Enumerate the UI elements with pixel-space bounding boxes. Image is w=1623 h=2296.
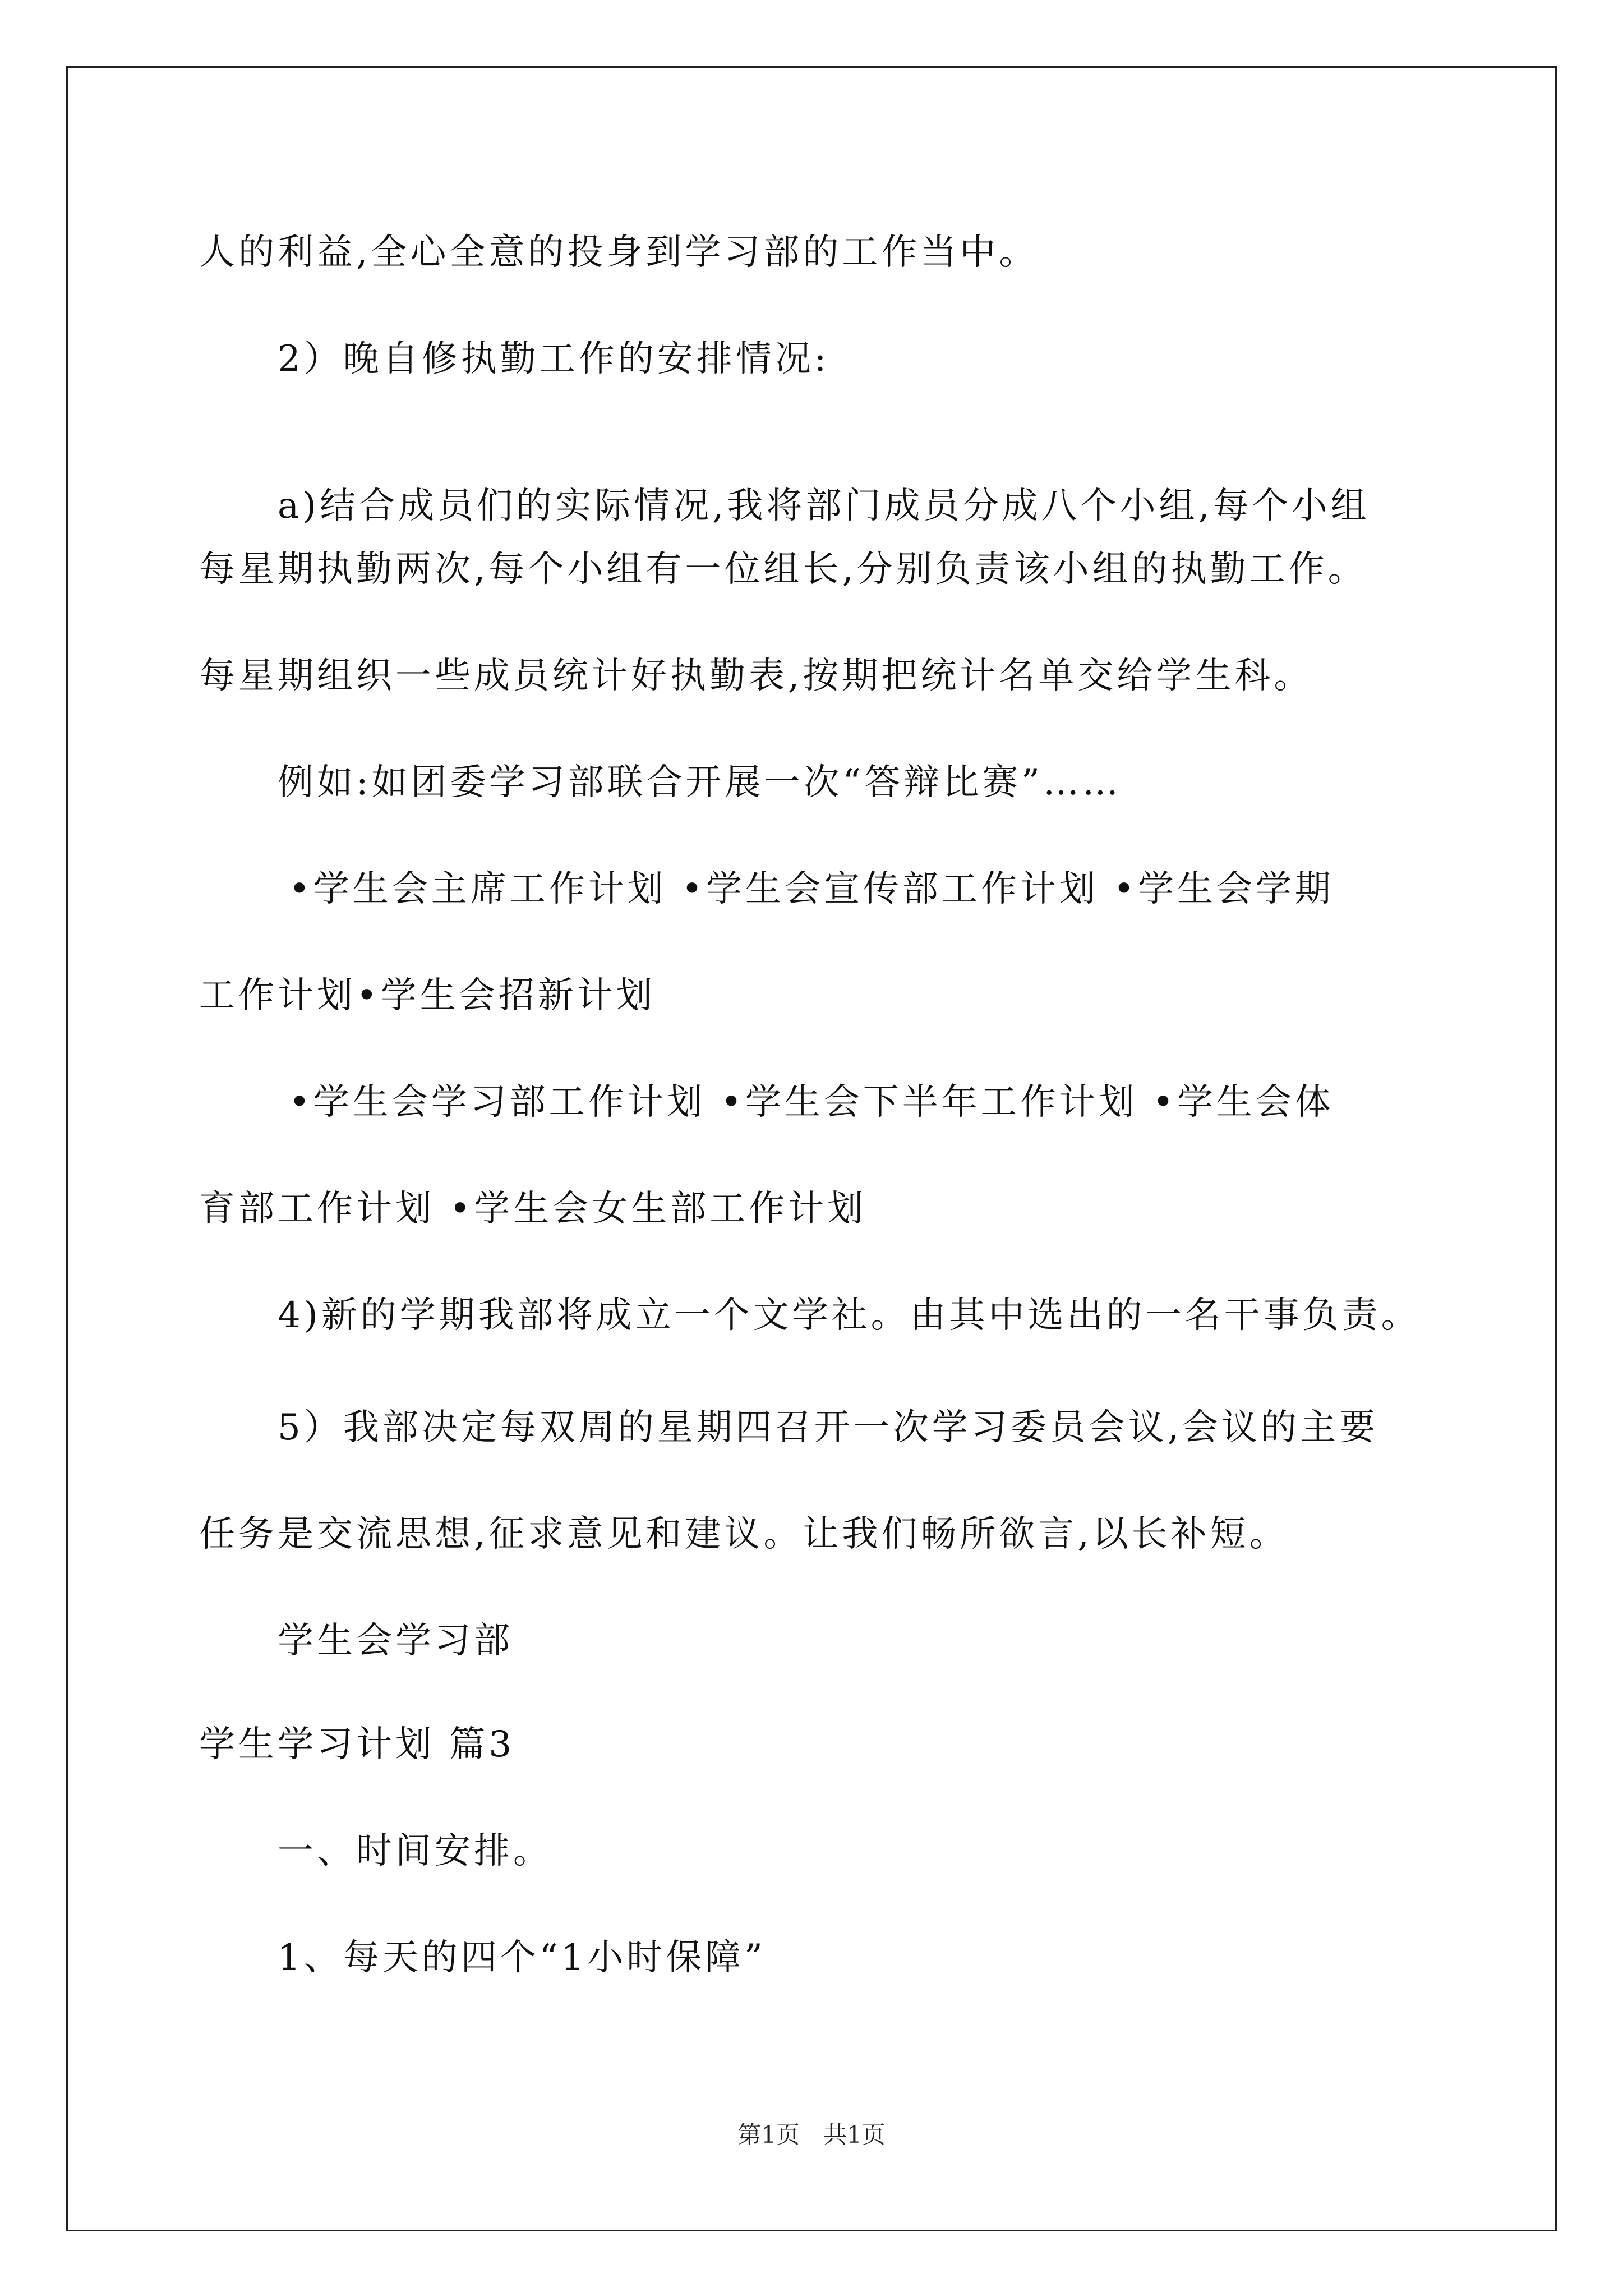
paragraph-line: 每星期执勤两次,每个小组有一位组长,分别负责该小组的执勤工作。 (199, 549, 1367, 590)
paragraph-line: 4)新的学期我部将成立一个文学社。由其中选出的一名干事负责。 (278, 1295, 1421, 1336)
paragraph-line: 1、每天的四个“1小时保障” (278, 1937, 766, 1978)
section-heading: 学生学习计划 篇3 (199, 1724, 515, 1765)
paragraph-line: 人的利益,全心全意的投身到学习部的工作当中。 (199, 232, 1039, 273)
paragraph-line: 任务是交流思想,征求意见和建议。让我们畅所欲言,以长补短。 (199, 1513, 1289, 1555)
page-footer: 第1页 共1页 (737, 2121, 886, 2148)
paragraph-line: 例如:如团委学习部联合开展一次“答辩比赛”…… (278, 762, 1122, 803)
related-links-line: •学生会主席工作计划 •学生会宣传部工作计划 •学生会学期 (289, 868, 1334, 910)
subheading: 一、时间安排。 (278, 1830, 552, 1872)
paragraph-line: a)结合成员们的实际情况,我将部门成员分成八个小组,每个小组 (278, 485, 1370, 527)
related-links-line: 育部工作计划 •学生会女生部工作计划 (199, 1188, 867, 1230)
paragraph-line: 每星期组织一些成员统计好执勤表,按期把统计名单交给学生科。 (199, 655, 1313, 697)
related-links-line: 工作计划•学生会招新计划 (199, 975, 656, 1016)
page-border (66, 66, 1557, 2231)
paragraph-line: 5）我部决定每双周的星期四召开一次学习委员会议,会议的主要 (278, 1407, 1379, 1448)
paragraph-line: 2）晚自修执勤工作的安排情况: (278, 338, 830, 380)
signature-line: 学生会学习部 (278, 1620, 513, 1662)
related-links-line: •学生会学习部工作计划 •学生会下半年工作计划 •学生会体 (289, 1082, 1334, 1123)
